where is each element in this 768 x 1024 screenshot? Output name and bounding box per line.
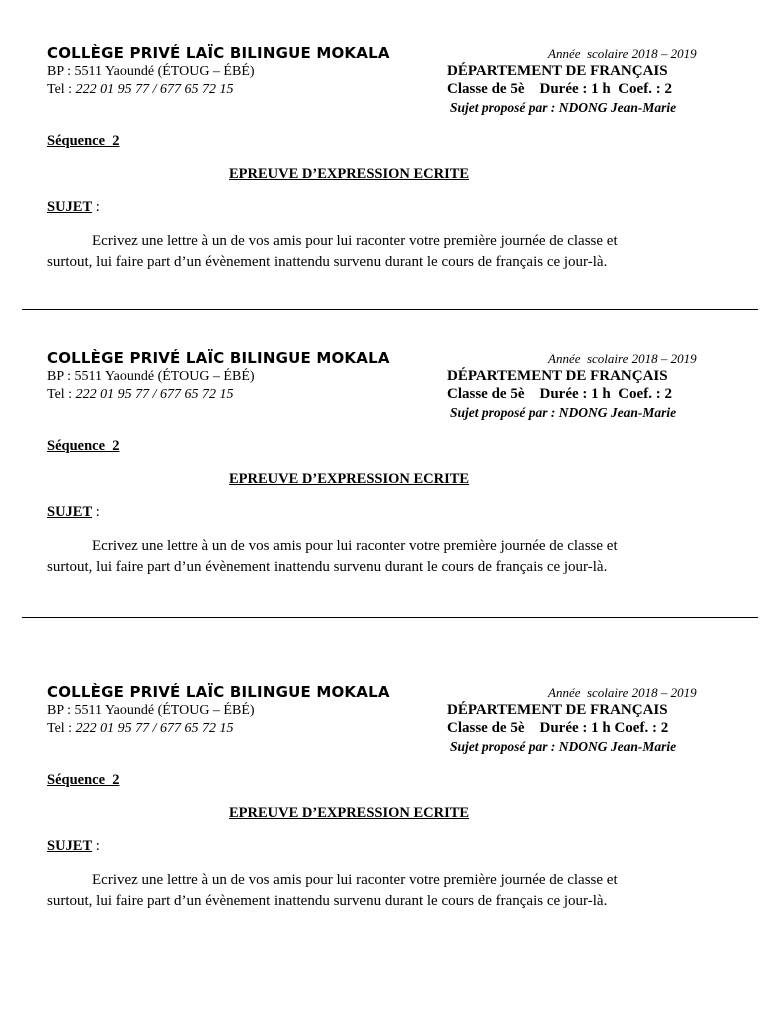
school-year: Année scolaire 2018 – 2019 xyxy=(548,46,697,61)
subject-label: SUJET xyxy=(47,504,93,520)
phone-numbers: 222 01 95 77 / 677 65 72 15 xyxy=(75,82,234,97)
subject-heading xyxy=(47,199,100,216)
subject-colon: : xyxy=(92,838,100,854)
sequence-label: Séquence 2 xyxy=(47,438,120,454)
subject-author: Sujet proposé par : NDONG Jean-Marie xyxy=(450,739,677,754)
subject-line-2: surtout, lui faire part d’un évènement inattendu survenu durant le cours de français ce jour-là. xyxy=(47,893,608,909)
exam-sheet-3 xyxy=(0,683,768,963)
exam-sheet-2 xyxy=(0,349,768,629)
class-duration-coef: Classe de 5è Durée : 1 h Coef. : 2 xyxy=(447,720,669,736)
sequence-label: Séquence 2 xyxy=(47,133,120,149)
phone-line xyxy=(47,82,233,98)
phone-line xyxy=(47,721,233,737)
sequence-label: Séquence 2 xyxy=(47,772,120,788)
phone-line xyxy=(47,387,233,403)
class-duration-coef: Classe de 5è Durée : 1 h Coef. : 2 xyxy=(447,386,672,402)
subject-author: Sujet proposé par : NDONG Jean-Marie xyxy=(450,405,677,420)
phone-numbers: 222 01 95 77 / 677 65 72 15 xyxy=(75,387,234,402)
school-year: Année scolaire 2018 – 2019 xyxy=(548,351,697,366)
phone-label: Tel : xyxy=(47,387,76,402)
exam-title: EPREUVE D’EXPRESSION ECRITE xyxy=(229,805,470,821)
phone-label: Tel : xyxy=(47,82,76,97)
postal-address: BP : 5511 Yaoundé (ÉTOUG – ÉBÉ) xyxy=(47,703,255,718)
subject-author: Sujet proposé par : NDONG Jean-Marie xyxy=(450,100,677,115)
separator-line xyxy=(22,617,758,618)
department: DÉPARTEMENT DE FRANÇAIS xyxy=(447,702,668,718)
subject-text xyxy=(47,536,707,578)
subject-text xyxy=(47,870,707,912)
subject-heading xyxy=(47,504,100,521)
exam-title: EPREUVE D’EXPRESSION ECRITE xyxy=(229,471,470,487)
postal-address: BP : 5511 Yaoundé (ÉTOUG – ÉBÉ) xyxy=(47,64,255,79)
subject-label: SUJET xyxy=(47,199,93,215)
subject-line-2: surtout, lui faire part d’un évènement inattendu survenu durant le cours de français ce jour-là. xyxy=(47,254,608,270)
class-duration-coef: Classe de 5è Durée : 1 h Coef. : 2 xyxy=(447,81,672,97)
department: DÉPARTEMENT DE FRANÇAIS xyxy=(447,63,668,79)
school-name: COLLÈGE PRIVÉ LAÏC BILINGUE MOKALA xyxy=(47,44,390,62)
exam-sheet-1 xyxy=(0,44,768,324)
subject-label: SUJET xyxy=(47,838,93,854)
subject-heading xyxy=(47,838,100,855)
phone-label: Tel : xyxy=(47,721,76,736)
school-name: COLLÈGE PRIVÉ LAÏC BILINGUE MOKALA xyxy=(47,349,390,367)
school-year: Année scolaire 2018 – 2019 xyxy=(548,685,697,700)
school-name: COLLÈGE PRIVÉ LAÏC BILINGUE MOKALA xyxy=(47,683,390,701)
separator-line xyxy=(22,309,758,310)
phone-numbers: 222 01 95 77 / 677 65 72 15 xyxy=(75,721,234,736)
subject-line-1: Ecrivez une lettre à un de vos amis pour lui raconter votre première journée de classe et xyxy=(92,233,618,249)
postal-address: BP : 5511 Yaoundé (ÉTOUG – ÉBÉ) xyxy=(47,369,255,384)
subject-line-1: Ecrivez une lettre à un de vos amis pour lui raconter votre première journée de classe et xyxy=(92,872,618,888)
exam-title: EPREUVE D’EXPRESSION ECRITE xyxy=(229,166,470,182)
subject-colon: : xyxy=(92,199,100,215)
department: DÉPARTEMENT DE FRANÇAIS xyxy=(447,368,668,384)
subject-text xyxy=(47,231,707,273)
subject-line-1: Ecrivez une lettre à un de vos amis pour lui raconter votre première journée de classe et xyxy=(92,538,618,554)
subject-line-2: surtout, lui faire part d’un évènement inattendu survenu durant le cours de français ce jour-là. xyxy=(47,559,608,575)
subject-colon: : xyxy=(92,504,100,520)
